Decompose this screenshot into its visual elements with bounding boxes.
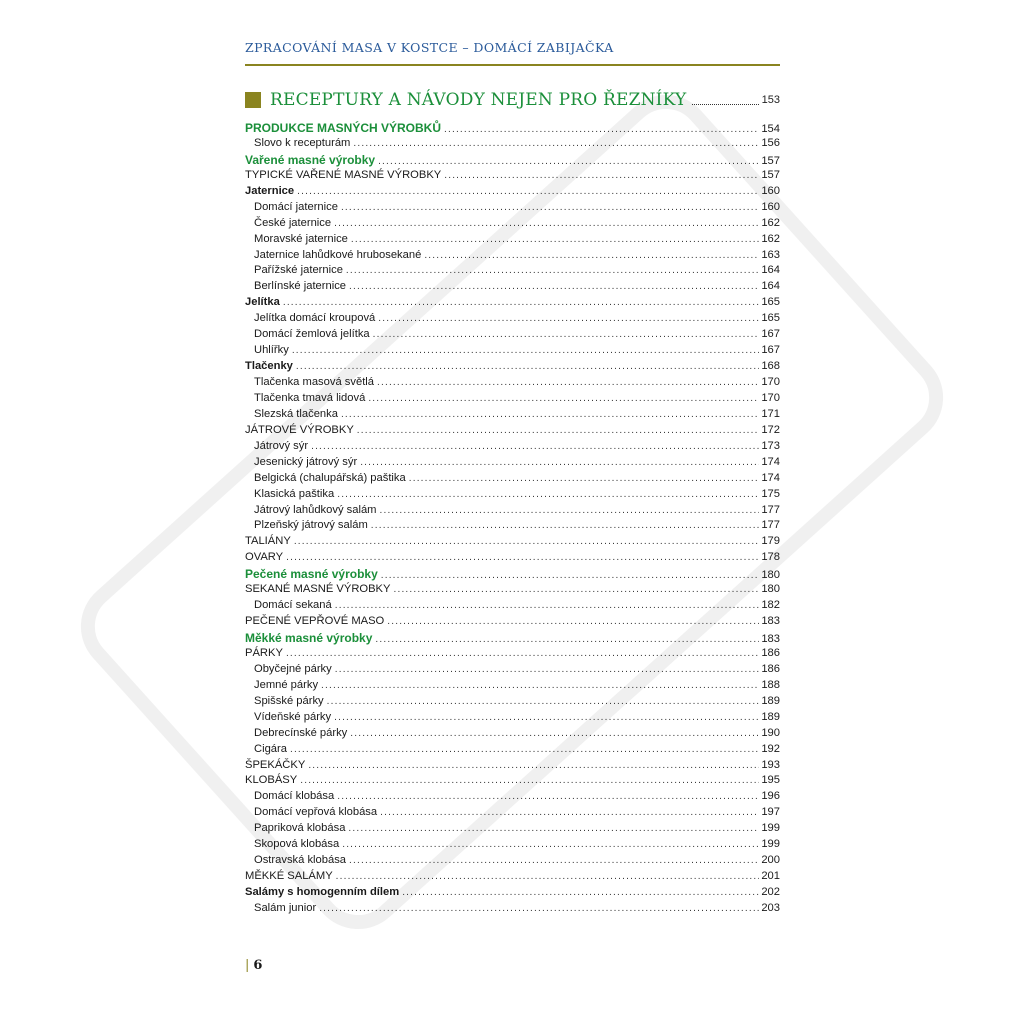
toc-entry-label: PÁRKY <box>245 646 283 659</box>
toc-entry-page: 202 <box>761 886 780 898</box>
toc-leader-dots <box>308 760 759 771</box>
toc-entry <box>245 217 780 233</box>
toc-entry-label: Vídeňské párky <box>254 710 332 723</box>
toc-entry <box>245 472 780 488</box>
folio-number: 6 <box>253 958 263 973</box>
toc-entry-page: 168 <box>761 360 780 373</box>
toc-entry <box>245 774 780 790</box>
toc-leader-dots <box>292 345 760 356</box>
toc-leader-dots <box>311 441 759 452</box>
toc-entry-page: 164 <box>761 264 780 277</box>
toc-leader-dots <box>321 680 759 691</box>
toc-entry <box>245 679 780 695</box>
toc-entry-page: 182 <box>761 599 780 612</box>
toc-entry-label: Skopová klobása <box>254 838 340 851</box>
folio-bar: | <box>245 958 250 973</box>
toc-leader-dots <box>351 234 759 245</box>
toc-entry-label: České jaternice <box>254 216 332 229</box>
toc-entry <box>245 376 780 392</box>
toc-entry <box>245 233 780 249</box>
toc-entry <box>245 727 780 743</box>
toc-entry-page: 160 <box>761 200 780 213</box>
toc-entry-page: 178 <box>761 551 780 564</box>
toc-entry <box>245 854 780 870</box>
toc-entry-label: Slovo k recepturám <box>254 136 351 149</box>
toc-leader-dots <box>342 839 759 850</box>
toc-entry-label: Pečené masné výrobky <box>245 567 378 582</box>
chapter-heading <box>245 86 780 114</box>
toc-entry-label: Klasická paštika <box>254 487 335 500</box>
toc-entry <box>245 280 780 296</box>
chapter-leader-dots <box>692 104 758 105</box>
toc-entry-label: Játrový sýr <box>254 439 309 452</box>
toc-entry-label: Tlačenka tmavá lidová <box>254 391 366 404</box>
toc-leader-dots <box>341 202 759 213</box>
toc-leader-dots <box>381 570 760 581</box>
toc-leader-dots <box>402 887 759 898</box>
toc-leader-dots <box>283 297 759 308</box>
toc-entry-label: SEKANÉ MASNÉ VÝROBKY <box>245 583 391 596</box>
toc-entry <box>245 567 780 583</box>
toc-leader-dots <box>300 775 759 786</box>
toc-entry <box>245 759 780 775</box>
toc-entry <box>245 504 780 520</box>
toc-entry <box>245 663 780 679</box>
toc-entry-page: 165 <box>761 312 780 325</box>
toc-entry-label: Měkké masné výrobky <box>245 631 373 645</box>
toc-leader-dots <box>380 807 759 818</box>
toc-entry-label: PRODUKCE MASNÝCH VÝROBKŮ <box>245 121 442 135</box>
toc-entry-label: Domácí sekaná <box>254 599 332 612</box>
toc-entry-label: Obyčejné párky <box>254 662 332 675</box>
toc-leader-dots <box>290 744 759 755</box>
toc-entry-label: Domácí jaternice <box>254 200 338 213</box>
toc-entry-page: 164 <box>761 280 780 293</box>
toc-leader-dots <box>296 361 759 372</box>
toc-entry <box>245 711 780 727</box>
chapter-page-number: 153 <box>761 94 780 106</box>
toc-entry <box>245 551 780 567</box>
toc-entry <box>245 296 780 312</box>
toc-leader-dots <box>378 156 759 167</box>
toc-entry-page: 157 <box>761 154 780 167</box>
toc-entry <box>245 440 780 456</box>
toc-leader-dots <box>327 696 760 707</box>
toc-entry <box>245 408 780 424</box>
toc-entry-label: JÁTROVÉ VÝROBKY <box>245 423 354 436</box>
toc-entry <box>245 743 780 759</box>
toc-leader-dots <box>335 664 760 675</box>
toc-leader-dots <box>294 536 760 547</box>
toc-entry-page: 175 <box>761 487 780 500</box>
toc-entry-label: Belgická (chalupářská) paštika <box>254 471 406 484</box>
toc-entry-page: 189 <box>761 694 780 707</box>
chapter-square-icon <box>245 92 261 108</box>
table-of-contents <box>245 121 780 918</box>
toc-entry-label: Játrový lahůdkový salám <box>254 503 377 516</box>
toc-entry <box>245 695 780 711</box>
toc-entry-label: Salámy s homogenním dílem <box>245 886 400 898</box>
toc-entry <box>245 838 780 854</box>
toc-leader-dots <box>350 728 759 739</box>
toc-entry <box>245 631 780 647</box>
toc-leader-dots <box>346 265 759 276</box>
toc-entry-page: 165 <box>761 296 780 309</box>
toc-leader-dots <box>334 218 759 229</box>
toc-entry <box>245 344 780 360</box>
toc-entry-label: MĚKKÉ SALÁMY <box>245 870 333 883</box>
toc-entry <box>245 456 780 472</box>
toc-entry <box>245 902 780 918</box>
toc-entry-page: 199 <box>761 838 780 851</box>
toc-entry-label: Slezská tlačenka <box>254 407 338 420</box>
toc-entry <box>245 886 780 902</box>
toc-entry-page: 190 <box>761 726 780 739</box>
toc-leader-dots <box>444 170 759 181</box>
toc-entry-label: Debrecínské párky <box>254 726 348 739</box>
toc-entry <box>245 424 780 440</box>
toc-entry-page: 154 <box>761 123 780 135</box>
toc-leader-dots <box>336 871 760 882</box>
toc-leader-dots <box>341 409 759 420</box>
toc-entry-page: 180 <box>761 583 780 596</box>
toc-entry-label: Jesenický játrový sýr <box>254 455 358 468</box>
toc-entry <box>245 185 780 201</box>
toc-leader-dots <box>337 489 759 500</box>
toc-entry <box>245 615 780 631</box>
page-folio <box>245 958 262 973</box>
toc-entry-page: 196 <box>761 790 780 803</box>
toc-entry-page: 174 <box>761 471 780 484</box>
toc-leader-dots <box>371 520 760 531</box>
toc-entry-page: 157 <box>761 168 780 181</box>
toc-entry <box>245 392 780 408</box>
toc-leader-dots <box>377 377 759 388</box>
toc-entry-page: 197 <box>761 806 780 819</box>
toc-entry <box>245 121 780 137</box>
toc-entry <box>245 488 780 504</box>
toc-entry-label: Ostravská klobása <box>254 854 347 867</box>
toc-leader-dots <box>393 584 759 595</box>
toc-entry-label: Tlačenky <box>245 360 293 373</box>
toc-leader-dots <box>349 855 759 866</box>
toc-entry-page: 162 <box>761 216 780 229</box>
toc-entry-label: Domácí žemlová jelítka <box>254 328 370 341</box>
toc-entry-page: 186 <box>761 646 780 659</box>
toc-entry-page: 174 <box>761 455 780 468</box>
toc-leader-dots <box>360 457 759 468</box>
chapter-title: RECEPTURY A NÁVODY NEJEN PRO ŘEZNÍKY <box>270 90 687 110</box>
toc-entry <box>245 535 780 551</box>
toc-leader-dots <box>335 600 760 611</box>
toc-entry-page: 156 <box>761 136 780 149</box>
toc-leader-dots <box>353 138 759 149</box>
toc-entry-label: PEČENÉ VEPŘOVÉ MASO <box>245 615 385 628</box>
running-head: ZPRACOVÁNÍ MASA V KOSTCE – DOMÁCÍ ZABIJAČKA <box>245 40 614 55</box>
toc-entry <box>245 806 780 822</box>
toc-entry <box>245 201 780 217</box>
toc-entry-page: 179 <box>761 535 780 548</box>
toc-entry-page: 199 <box>761 822 780 835</box>
toc-entry <box>245 137 780 153</box>
toc-entry-page: 193 <box>761 758 780 771</box>
toc-entry-page: 173 <box>761 439 780 452</box>
toc-entry <box>245 328 780 344</box>
toc-leader-dots <box>319 903 759 914</box>
toc-leader-dots <box>368 393 759 404</box>
toc-entry-page: 171 <box>761 407 780 420</box>
toc-entry <box>245 790 780 806</box>
toc-entry-label: Plzeňský játrový salám <box>254 519 368 532</box>
toc-entry <box>245 599 780 615</box>
toc-entry-label: Jelítka domácí kroupová <box>254 312 376 325</box>
toc-entry-page: 188 <box>761 678 780 691</box>
toc-leader-dots <box>297 186 759 197</box>
toc-entry-label: Domácí vepřová klobása <box>254 806 378 819</box>
toc-leader-dots <box>286 648 759 659</box>
toc-entry-label: Cigára <box>254 742 287 755</box>
toc-entry-page: 200 <box>761 854 780 867</box>
toc-entry-label: Vařené masné výrobky <box>245 152 376 167</box>
toc-leader-dots <box>424 250 759 261</box>
toc-entry-page: 162 <box>761 232 780 245</box>
toc-entry-page: 203 <box>761 901 780 914</box>
toc-leader-dots <box>348 823 759 834</box>
toc-entry-page: 183 <box>761 615 780 628</box>
toc-leader-dots <box>349 281 759 292</box>
toc-leader-dots <box>375 634 759 645</box>
toc-entry-page: 192 <box>761 742 780 755</box>
toc-entry-label: Jelítka <box>245 296 280 309</box>
toc-entry-label: Domácí klobása <box>254 790 335 803</box>
toc-entry-label: TALIÁNY <box>245 535 291 548</box>
toc-entry-page: 172 <box>761 423 780 436</box>
toc-entry-page: 167 <box>761 328 780 341</box>
toc-entry-label: Tlačenka masová světlá <box>254 376 375 388</box>
toc-entry-page: 167 <box>761 344 780 357</box>
toc-entry-label: TYPICKÉ VAŘENÉ MASNÉ VÝROBKY <box>245 168 442 181</box>
toc-entry-label: Jaternice <box>245 184 295 197</box>
toc-entry-page: 201 <box>761 870 780 883</box>
toc-leader-dots <box>286 552 759 563</box>
toc-entry-label: ŠPEKÁČKY <box>245 758 306 771</box>
toc-entry-label: Salám junior <box>254 901 317 914</box>
toc-leader-dots <box>373 329 760 340</box>
toc-leader-dots <box>357 425 760 436</box>
toc-leader-dots <box>409 473 760 484</box>
toc-entry-label: KLOBÁSY <box>245 774 298 787</box>
toc-entry <box>245 360 780 376</box>
toc-entry <box>245 312 780 328</box>
toc-entry-page: 160 <box>761 184 780 197</box>
toc-entry-page: 170 <box>761 376 780 388</box>
toc-entry-page: 180 <box>761 569 780 582</box>
toc-entry-label: Jaternice lahůdkové hrubosekané <box>254 248 422 261</box>
toc-entry-label: Spišské párky <box>254 694 324 707</box>
toc-leader-dots <box>378 313 759 324</box>
toc-entry-label: Papriková klobása <box>254 822 346 835</box>
toc-entry-page: 186 <box>761 662 780 675</box>
header-rule <box>245 64 780 66</box>
toc-entry-label: Pařížské jaternice <box>254 264 343 277</box>
toc-leader-dots <box>444 124 759 135</box>
toc-leader-dots <box>380 505 760 516</box>
toc-entry-page: 177 <box>761 503 780 516</box>
toc-entry-label: Jemné párky <box>254 678 319 691</box>
toc-entry-page: 177 <box>761 519 780 532</box>
toc-entry <box>245 519 780 535</box>
toc-entry <box>245 264 780 280</box>
toc-leader-dots <box>334 712 759 723</box>
toc-leader-dots <box>337 791 759 802</box>
toc-entry <box>245 647 780 663</box>
toc-entry <box>245 583 780 599</box>
toc-entry-page: 183 <box>761 633 780 645</box>
toc-entry <box>245 870 780 886</box>
toc-entry-label: Berlínské jaternice <box>254 280 347 293</box>
toc-leader-dots <box>387 616 759 627</box>
toc-entry <box>245 153 780 169</box>
toc-entry-page: 195 <box>761 774 780 787</box>
toc-entry-page: 170 <box>761 391 780 404</box>
toc-entry <box>245 169 780 185</box>
toc-entry-page: 163 <box>761 248 780 261</box>
toc-entry-label: OVARY <box>245 551 284 564</box>
toc-entry-page: 189 <box>761 710 780 723</box>
toc-entry-label: Uhlířky <box>254 344 289 357</box>
toc-entry-label: Moravské jaternice <box>254 232 348 245</box>
toc-entry <box>245 822 780 838</box>
toc-entry <box>245 249 780 265</box>
